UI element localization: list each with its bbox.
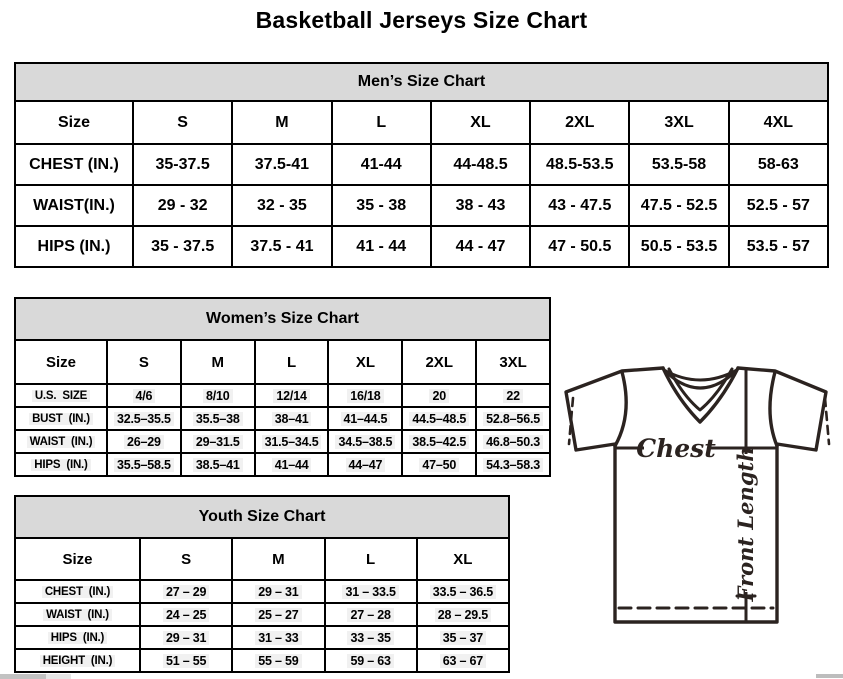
womens-size-column-header: S — [107, 340, 181, 384]
womens-size-cell-text: 22 — [503, 389, 523, 403]
womens-size-cell-text: 8/10 — [203, 389, 233, 403]
womens-row-label-text: U.S. SIZE — [32, 390, 90, 402]
mens-size-column-header: S — [133, 101, 232, 144]
mens-section-header-row — [15, 63, 828, 101]
youth-size-cell — [140, 603, 232, 626]
youth-row-label-text: WAIST (IN.) — [43, 609, 112, 621]
mens-data-row — [15, 226, 828, 267]
youth-row-label-text: CHEST (IN.) — [42, 586, 113, 598]
youth-size-column-header: XL — [417, 538, 509, 580]
mens-size-cell: 41 - 44 — [332, 226, 431, 267]
youth-size-cell — [417, 626, 509, 649]
womens-size-cell — [402, 384, 476, 407]
youth-row-label-text: HEIGHT (IN.) — [40, 655, 116, 667]
womens-size-cell-text: 4/6 — [133, 389, 156, 403]
youth-data-row — [15, 603, 509, 626]
youth-size-cell-text: 33.5 – 36.5 — [430, 585, 496, 599]
youth-size-header-row — [15, 538, 509, 580]
youth-size-cell — [325, 626, 417, 649]
womens-size-cell-text: 12/14 — [273, 389, 309, 403]
mens-row-label: WAIST(IN.) — [15, 185, 133, 226]
womens-size-column-header: 3XL — [476, 340, 550, 384]
youth-size-cell — [232, 580, 324, 603]
youth-corner-cell: Size — [15, 538, 140, 580]
womens-size-cell-text: 54.3–58.3 — [483, 458, 543, 472]
mens-size-cell: 50.5 - 53.5 — [629, 226, 728, 267]
womens-size-column-header: M — [181, 340, 255, 384]
youth-data-row — [15, 580, 509, 603]
youth-size-table — [14, 495, 510, 673]
mens-size-cell: 38 - 43 — [431, 185, 530, 226]
womens-size-cell — [107, 453, 181, 476]
youth-size-cell-text: 33 – 35 — [347, 631, 393, 645]
womens-size-column-header: L — [255, 340, 329, 384]
womens-size-cell — [402, 430, 476, 453]
womens-row-label-text: HIPS (IN.) — [31, 459, 90, 471]
youth-row-label — [15, 649, 140, 672]
womens-data-row — [15, 407, 550, 430]
mens-size-cell: 47.5 - 52.5 — [629, 185, 728, 226]
womens-size-cell-text: 29–31.5 — [193, 435, 243, 449]
youth-size-cell-text: 51 – 55 — [163, 654, 209, 668]
womens-data-row — [15, 384, 550, 407]
mens-size-column-header: M — [232, 101, 331, 144]
mens-size-header-row — [15, 101, 828, 144]
womens-size-cell — [181, 384, 255, 407]
womens-row-label-text: WAIST (IN.) — [27, 436, 96, 448]
womens-size-cell-text: 20 — [429, 389, 449, 403]
womens-size-cell-text: 47–50 — [419, 458, 459, 472]
womens-size-cell-text: 38.5–42.5 — [409, 435, 469, 449]
youth-size-column-header: S — [140, 538, 232, 580]
mens-size-cell: 53.5-58 — [629, 144, 728, 185]
womens-size-cell-text: 35.5–38 — [193, 412, 243, 426]
youth-size-cell-text: 27 – 29 — [163, 585, 209, 599]
mens-size-cell: 37.5-41 — [232, 144, 331, 185]
mens-size-cell: 52.5 - 57 — [729, 185, 828, 226]
womens-size-cell-text: 34.5–38.5 — [335, 435, 395, 449]
youth-size-cell-text: 27 – 28 — [347, 608, 393, 622]
womens-size-cell — [181, 407, 255, 430]
womens-size-cell-text: 41–44.5 — [341, 412, 391, 426]
youth-size-cell — [140, 649, 232, 672]
youth-size-cell — [325, 580, 417, 603]
womens-size-cell — [476, 407, 550, 430]
womens-size-cell — [255, 453, 329, 476]
mens-corner-cell: Size — [15, 101, 133, 144]
womens-size-cell — [107, 384, 181, 407]
horizontal-scrollbar-track[interactable] — [46, 674, 71, 679]
youth-section-header-row — [15, 496, 509, 538]
youth-size-column-header: L — [325, 538, 417, 580]
mens-size-cell: 35 - 38 — [332, 185, 431, 226]
youth-row-label-text: HIPS (IN.) — [48, 632, 107, 644]
youth-size-cell — [140, 580, 232, 603]
womens-size-cell-text: 16/18 — [347, 389, 383, 403]
mens-size-cell: 43 - 47.5 — [530, 185, 629, 226]
youth-section-title: Youth Size Chart — [15, 496, 509, 538]
womens-size-cell-text: 52.8–56.5 — [483, 412, 543, 426]
youth-row-label — [15, 603, 140, 626]
youth-size-cell — [232, 626, 324, 649]
youth-size-cell — [325, 649, 417, 672]
womens-corner-cell: Size — [15, 340, 107, 384]
jersey-measurement-diagram — [556, 356, 842, 662]
youth-size-cell-text: 59 – 63 — [347, 654, 393, 668]
youth-size-cell — [325, 603, 417, 626]
mens-row-label: HIPS (IN.) — [15, 226, 133, 267]
womens-size-cell-text: 38.5–41 — [193, 458, 243, 472]
mens-size-cell: 32 - 35 — [232, 185, 331, 226]
mens-size-cell: 44 - 47 — [431, 226, 530, 267]
womens-size-cell — [476, 384, 550, 407]
womens-size-cell — [255, 430, 329, 453]
youth-size-cell-text: 55 – 59 — [255, 654, 301, 668]
youth-row-label — [15, 580, 140, 603]
youth-size-cell-text: 29 – 31 — [255, 585, 301, 599]
mens-size-cell: 35-37.5 — [133, 144, 232, 185]
horizontal-scrollbar-right-fragment[interactable] — [816, 674, 843, 678]
mens-size-cell: 35 - 37.5 — [133, 226, 232, 267]
youth-size-cell-text: 29 – 31 — [163, 631, 209, 645]
womens-size-header-row — [15, 340, 550, 384]
mens-size-cell: 29 - 32 — [133, 185, 232, 226]
youth-size-cell-text: 28 – 29.5 — [435, 608, 491, 622]
womens-row-label — [15, 384, 107, 407]
womens-size-cell-text: 44.5–48.5 — [409, 412, 469, 426]
womens-size-cell — [402, 407, 476, 430]
womens-section-title: Women’s Size Chart — [15, 298, 550, 340]
mens-size-table — [14, 62, 829, 268]
mens-size-column-header: 3XL — [629, 101, 728, 144]
womens-size-column-header: XL — [328, 340, 402, 384]
womens-size-cell-text: 41–44 — [272, 458, 312, 472]
womens-size-cell — [107, 430, 181, 453]
womens-size-cell — [476, 453, 550, 476]
mens-size-column-header: L — [332, 101, 431, 144]
mens-data-row — [15, 144, 828, 185]
youth-data-row — [15, 649, 509, 672]
womens-size-cell — [255, 407, 329, 430]
youth-row-label — [15, 626, 140, 649]
youth-size-column-header: M — [232, 538, 324, 580]
youth-size-cell — [417, 580, 509, 603]
womens-row-label — [15, 407, 107, 430]
womens-row-label-text: BUST (IN.) — [29, 413, 93, 425]
womens-size-cell — [181, 430, 255, 453]
youth-size-cell-text: 31 – 33 — [255, 631, 301, 645]
mens-data-row — [15, 185, 828, 226]
womens-size-cell — [255, 384, 329, 407]
mens-size-cell: 58-63 — [729, 144, 828, 185]
chest-label: Chest — [636, 434, 716, 463]
womens-size-cell-text: 46.8–50.3 — [483, 435, 543, 449]
youth-size-cell-text: 25 – 27 — [255, 608, 301, 622]
womens-size-cell-text: 44–47 — [346, 458, 386, 472]
womens-size-cell — [328, 453, 402, 476]
womens-size-cell — [402, 453, 476, 476]
right-sleeve-dash — [825, 398, 829, 444]
youth-size-cell-text: 35 – 37 — [440, 631, 486, 645]
womens-size-column-header: 2XL — [402, 340, 476, 384]
womens-data-row — [15, 453, 550, 476]
mens-size-column-header: XL — [431, 101, 530, 144]
youth-data-row — [15, 626, 509, 649]
womens-size-cell-text: 35.5–58.5 — [114, 458, 174, 472]
womens-size-cell — [328, 407, 402, 430]
mens-size-cell: 37.5 - 41 — [232, 226, 331, 267]
page-title: Basketball Jerseys Size Chart — [255, 7, 588, 33]
mens-size-cell: 44-48.5 — [431, 144, 530, 185]
mens-size-cell: 48.5-53.5 — [530, 144, 629, 185]
mens-size-column-header: 2XL — [530, 101, 629, 144]
mens-size-column-header: 4XL — [729, 101, 828, 144]
youth-size-cell-text: 63 – 67 — [440, 654, 486, 668]
youth-size-cell-text: 24 – 25 — [163, 608, 209, 622]
womens-size-cell-text: 26–29 — [124, 435, 164, 449]
left-armhole-seam — [615, 372, 626, 446]
womens-size-cell — [328, 430, 402, 453]
youth-size-cell — [232, 603, 324, 626]
youth-size-cell-text: 31 – 33.5 — [342, 585, 398, 599]
mens-section-title: Men’s Size Chart — [15, 63, 828, 101]
mens-size-cell: 41-44 — [332, 144, 431, 185]
youth-size-cell — [140, 626, 232, 649]
right-armhole-seam — [770, 372, 777, 446]
womens-row-label — [15, 453, 107, 476]
womens-size-cell-text: 38–41 — [272, 412, 312, 426]
womens-size-cell-text: 32.5–35.5 — [114, 412, 174, 426]
womens-size-cell — [328, 384, 402, 407]
youth-size-cell — [232, 649, 324, 672]
womens-size-table — [14, 297, 551, 477]
womens-size-cell-text: 31.5–34.5 — [262, 435, 322, 449]
womens-row-label — [15, 430, 107, 453]
womens-size-cell — [181, 453, 255, 476]
womens-size-cell — [107, 407, 181, 430]
front-length-label: Front Length — [733, 446, 758, 602]
mens-size-cell: 53.5 - 57 — [729, 226, 828, 267]
youth-size-cell — [417, 603, 509, 626]
womens-data-row — [15, 430, 550, 453]
youth-size-cell — [417, 649, 509, 672]
horizontal-scrollbar-thumb[interactable] — [0, 674, 46, 679]
mens-size-cell: 47 - 50.5 — [530, 226, 629, 267]
womens-size-cell — [476, 430, 550, 453]
womens-section-header-row — [15, 298, 550, 340]
mens-row-label: CHEST (IN.) — [15, 144, 133, 185]
